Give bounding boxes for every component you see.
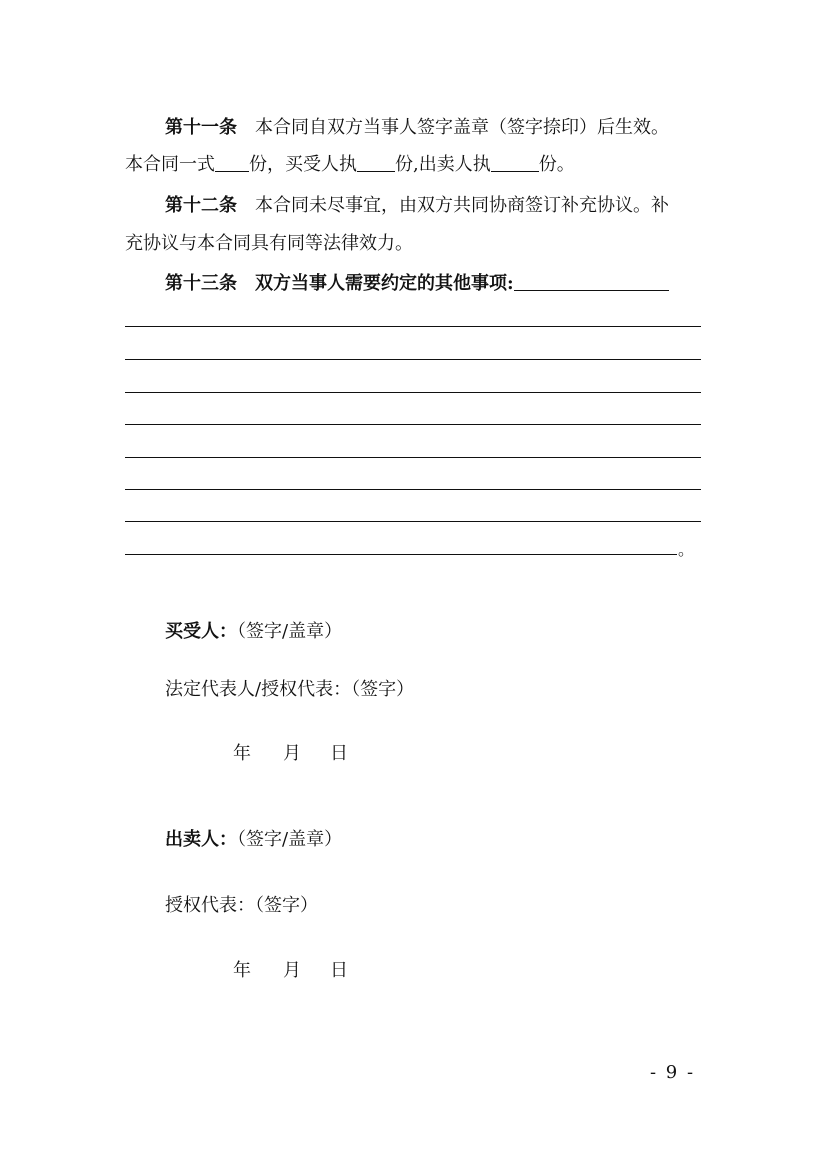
seller-date-day: 日 — [330, 960, 348, 981]
article-12-text-1: 本合同未尽事宜，由双方共同协商签订补充协议。补 — [255, 195, 669, 216]
article-12-text-2: 充协议与本合同具有同等法律效力。 — [125, 233, 413, 254]
article-13-line-1 — [165, 271, 701, 297]
seller-rep-label: 授权代表：（签字） — [165, 895, 318, 916]
buyer-rep-label: 法定代表人/授权代表：（签字） — [165, 679, 415, 700]
article-11-text-2b: 份，买受人执 — [249, 154, 357, 175]
buyer-date-year: 年 — [233, 743, 251, 764]
article-11-text-2c: 份,出卖人执 — [395, 154, 491, 175]
article-11-text-1: 本合同自双方当事人签字盖章（签字捺印）后生效。 — [255, 117, 669, 138]
page-number: - 9 - — [650, 1062, 696, 1083]
article-12-title: 第十二条 — [165, 195, 237, 216]
article-13-title: 第十三条 — [165, 273, 237, 294]
seller-sign-hint: （签字/盖章） — [237, 829, 343, 850]
buyer-date-day: 日 — [330, 743, 348, 764]
seller-rep-line — [165, 893, 701, 919]
article-11-text-2a: 本合同一式 — [125, 154, 215, 175]
article-13-text-1: 双方当事人需要约定的其他事项: — [255, 273, 514, 294]
buyer-copies-blank[interactable] — [357, 153, 395, 172]
seller-copies-blank[interactable] — [491, 153, 539, 172]
buyer-label: 买受人： — [165, 621, 237, 642]
other-matters-line[interactable] — [125, 424, 701, 425]
buyer-signature-line — [165, 619, 701, 645]
other-matters-line-last[interactable] — [125, 554, 677, 555]
article-11-line-2 — [125, 152, 701, 178]
seller-label: 出卖人： — [165, 829, 237, 850]
other-matters-line[interactable] — [125, 392, 701, 393]
seller-date-month: 月 — [283, 960, 301, 981]
other-matters-line[interactable] — [125, 326, 701, 327]
seller-signature-line — [165, 827, 701, 853]
article-12-line-2 — [125, 231, 701, 257]
other-matters-blank-first[interactable] — [514, 272, 669, 291]
other-matters-line[interactable] — [125, 489, 701, 490]
buyer-date-month: 月 — [283, 743, 301, 764]
buyer-sign-hint: （签字/盖章） — [237, 621, 343, 642]
other-matters-line[interactable] — [125, 457, 701, 458]
other-matters-line[interactable] — [125, 521, 701, 522]
end-period: 。 — [678, 540, 695, 559]
copies-total-blank[interactable] — [215, 153, 249, 172]
article-11-title: 第十一条 — [165, 117, 237, 138]
article-11-text-2d: 份。 — [538, 154, 575, 175]
article-11-line-1 — [165, 115, 701, 141]
seller-date-year: 年 — [233, 960, 251, 981]
article-12-line-1 — [165, 193, 701, 219]
buyer-rep-line — [165, 677, 701, 703]
other-matters-line[interactable] — [125, 359, 701, 360]
